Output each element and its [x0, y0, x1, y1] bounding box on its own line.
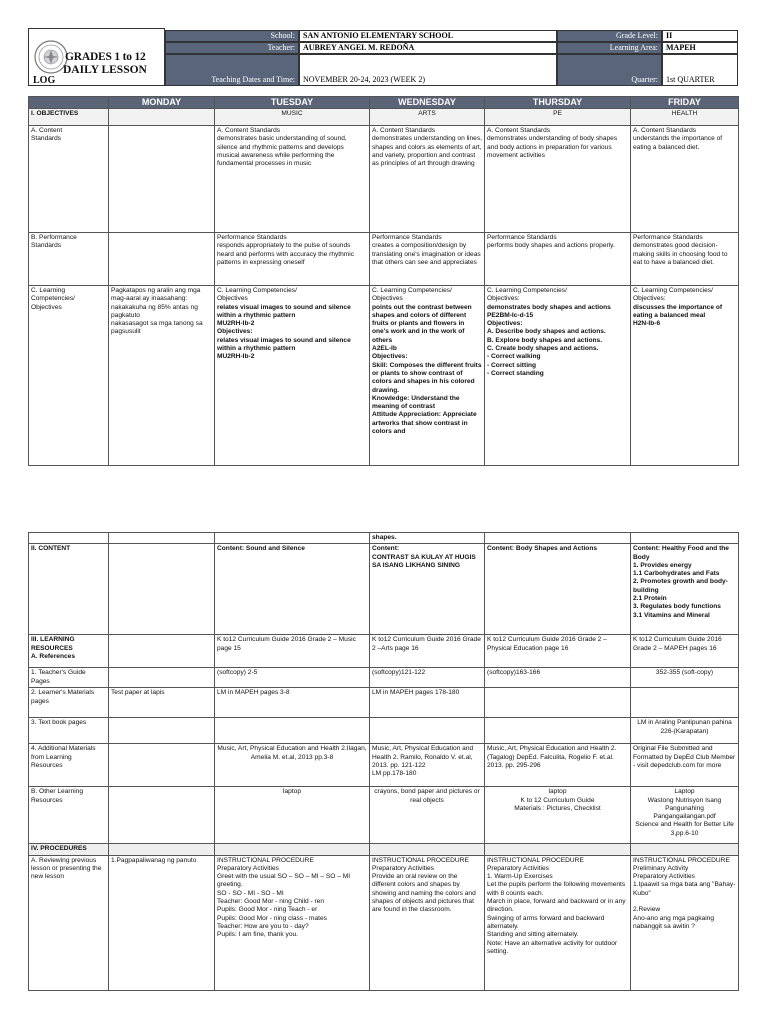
- logo-title-line1: GRADES 1 to 12: [65, 51, 146, 63]
- competencies-tuesday: [215, 286, 370, 466]
- performance-standards-tuesday: [215, 233, 370, 286]
- lc-text-thursday: demonstrates body shapes and actions PE2BM-Ic-d-15 Objectives: A. Describe body shapes and actions. B. Explore body shapes and actions. C. Create body shapes and actions. - Correct walking - Correct sitting - Correct standing: [487, 303, 611, 377]
- references-wednesday: K to12 Curriculum Guide 2016 Grade 2 –Arts page 16: [370, 635, 485, 668]
- content-standards-friday: A. Content Standards understands the importance of eating a balanced diet.: [631, 126, 739, 233]
- lc-text-tuesday: relates visual images to sound and silence within a rhythmic pattern MU2RH-Ib-2 Objectives: relates visual images to sound and silence within a rhythmic pattern MU2RH-Ib-2: [217, 303, 351, 361]
- content-standards-thursday: A. Content Standards demonstrates understanding of body shapes and body actions in preparation for various movement activities: [485, 126, 631, 233]
- other-resources-friday: Laptop Wastong Nutrisyon Isang Pangunahing Pangangailangan.pdf Science and Health for Better Life 3,pp.6-10: [631, 787, 739, 844]
- ps-heading-friday: Performance Standards: [633, 234, 703, 241]
- lc-text-friday: discusses the importance of eating a balanced meal H2N-Ib-6: [633, 303, 723, 328]
- teachers-guide-label: 1. Teacher's Guide Pages: [29, 668, 109, 688]
- ps-heading-wednesday: Performance Standards: [372, 234, 442, 241]
- reviewing-lesson-label: A. Reviewing previous lesson or presenting the new lesson: [29, 855, 109, 990]
- content-heading-friday: Content: Healthy Food and the Body: [633, 545, 729, 561]
- reviewing-thursday: INSTRUCTIONAL PROCEDURE Preparatory Activities 1. Warm-Up Exercises Let the pupils perform the following movements with 8 counts each. March in place, forward and backward or in any direction. Swinging of arms forward and backward alternately. Standing and sitting alternately. Note: Have an alternative activity for outdoor setting.: [485, 855, 631, 990]
- subject-thursday: PE: [485, 109, 631, 126]
- dll-table-content-procedures: [28, 532, 739, 991]
- teacher-value: AUBREY ANGEL M. REDOÑA: [299, 42, 557, 54]
- quarter-value: 1st QUARTER: [662, 54, 738, 86]
- day-header-tuesday: TUESDAY: [215, 97, 370, 109]
- teaching-dates-label: Teaching Dates and Time:: [165, 54, 299, 86]
- references-monday: [109, 635, 215, 668]
- ps-heading-tuesday: Performance Standards: [217, 234, 287, 241]
- additional-materials-friday: Original File Submitted and Formatted by DepEd Club Member - visit depedclub.com for more: [631, 744, 739, 787]
- day-header-thursday: THURSDAY: [485, 97, 631, 109]
- dll-table-objectives: [28, 96, 739, 466]
- school-value: SAN ANTONIO ELEMENTARY SCHOOL: [299, 30, 557, 42]
- competencies-thursday: [485, 286, 631, 466]
- content-section-label: II. CONTENT: [29, 544, 109, 635]
- performance-standards-monday: [109, 233, 215, 286]
- grade-level-value: II: [662, 30, 738, 42]
- content-standards-label: A. Content Standards: [29, 126, 109, 233]
- cont-label: [29, 533, 109, 544]
- dll-header: [28, 28, 738, 86]
- textbook-pages-tuesday: [215, 718, 370, 744]
- performance-standards-thursday: [485, 233, 631, 286]
- content-tuesday: Content: Sound and Silence: [215, 544, 370, 635]
- learning-area-label: Learning Area:: [557, 42, 662, 54]
- learners-materials-friday: [631, 688, 739, 718]
- textbook-pages-friday: LM in Araling Panlipunan pahina 226-(Karapatan): [631, 718, 739, 744]
- learning-resources-label: III. LEARNING RESOURCES A. References: [29, 635, 109, 668]
- procedures-thursday: [485, 844, 631, 855]
- procedures-monday: [109, 844, 215, 855]
- competencies-wednesday: [370, 286, 485, 466]
- performance-standards-friday: [631, 233, 739, 286]
- teachers-guide-tuesday: (softcopy) 2-5: [215, 668, 370, 688]
- reviewing-friday: INSTRUCTIONAL PROCEDURE Preliminary Activity Preparatory Activities 1.Ipaawit sa mga bata ang "Bahay-Kubo" 2.Review Ano-ano ang mga pagkaing nabanggit sa awitin ?: [631, 855, 739, 990]
- content-wednesday: [370, 544, 485, 635]
- subject-tuesday: MUSIC: [215, 109, 370, 126]
- lc-heading-friday: C. Learning Competencies/ Objectives:: [633, 287, 713, 303]
- teacher-label: Teacher:: [165, 42, 299, 54]
- other-resources-monday: [109, 787, 215, 844]
- competencies-friday: [631, 286, 739, 466]
- learners-materials-thursday: [485, 688, 631, 718]
- logo-block: [28, 28, 165, 86]
- lc-heading-thursday: C. Learning Competencies/ Objectives:: [487, 287, 567, 303]
- content-heading-wednesday: Content:: [372, 545, 400, 553]
- additional-materials-wednesday: Music, Art, Physical Education and Health 2. Ramilo, Ronaldo V. et.al, 2013. pp. 121-122 LM pp.178-180: [370, 744, 485, 787]
- content-topic-wednesday: CONTRAST SA KULAY AT HUGIS SA ISANG LIKHANG SINING: [372, 553, 476, 569]
- subject-wednesday: ARTS: [370, 109, 485, 126]
- teachers-guide-wednesday: (softcopy)121-122: [370, 668, 485, 688]
- procedures-friday: [631, 844, 739, 855]
- references-tuesday: K to12 Curriculum Guide 2016 Grade 2 – Music page 15: [215, 635, 370, 668]
- learning-area-value: MAPEH: [662, 42, 738, 54]
- textbook-pages-thursday: [485, 718, 631, 744]
- reviewing-wednesday: INSTRUCTIONAL PROCEDURE Preparatory Activities Provide an oral review on the different colors and shapes by showing and naming the colors and shapes of objects and pictures that are found in the classroom.: [370, 855, 485, 990]
- teachers-guide-monday: [109, 668, 215, 688]
- other-resources-tuesday: laptop: [215, 787, 370, 844]
- procedures-tuesday: [215, 844, 370, 855]
- references-thursday: K to12 Curriculum Guide 2016 Grade 2 – Physical Education page 16: [485, 635, 631, 668]
- performance-standards-wednesday: [370, 233, 485, 286]
- content-topics-friday: 1. Provides energy 1.1 Carbohydrates and Fats 2. Promotes growth and body-building 2.1 Protein 3. Regulates body functions 3.1 Vitamins and Mineral: [633, 561, 728, 619]
- cont-monday: [109, 533, 215, 544]
- textbook-pages-monday: [109, 718, 215, 744]
- grade-level-label: Grade Level:: [557, 30, 662, 42]
- teaching-dates-value: NOVEMBER 20-24, 2023 (WEEK 2): [299, 54, 557, 86]
- day-header-monday: MONDAY: [109, 97, 215, 109]
- additional-materials-monday: [109, 744, 215, 787]
- objectives-section-label: I. OBJECTIVES: [29, 109, 109, 126]
- content-standards-wednesday: A. Content Standards demonstrates understanding on lines, shapes and colors as elements of art, and variety, proportion and contrast as principles of art through drawing: [370, 126, 485, 233]
- day-header-wednesday: WEDNESDAY: [370, 97, 485, 109]
- subject-friday: HEALTH: [631, 109, 739, 126]
- competencies-monday: Pagkatapos ng aralin ang mga mag-aaral ay inaasahang: nakakakuha ng 85% antas ng pagkatuto nakasasagot sa mga tanong sa pagsusulit: [109, 286, 215, 466]
- other-resources-wednesday: crayons, bond paper and pictures or real objects: [370, 787, 485, 844]
- teachers-guide-friday: 352-355 (soft-copy): [631, 668, 739, 688]
- logo-title-line3: LOG: [33, 75, 56, 86]
- textbook-pages-wednesday: [370, 718, 485, 744]
- cont-wednesday: shapes.: [370, 533, 485, 544]
- other-resources-label: B. Other Learning Resources: [29, 787, 109, 844]
- additional-materials-label: 4. Additional Materials from Learning Resources: [29, 744, 109, 787]
- ps-text-tuesday: responds appropriately to the pulse of sounds heard and performs with accuracy the rhythmic patterns in expressing oneself: [217, 242, 355, 266]
- reviewing-tuesday: INSTRUCTIONAL PROCEDURE Preparatory Activities Greet with the usual SO – SO – MI – SO – MI greeting. SO - SO - MI - SO - MI Teacher: Good Mor - ning Child - ren Pupils: Good Mor - ning Teach - er Pupils: Good Mor - ning class - mates Teacher: How are you to - day? Pupils: I am fine, thank you.: [215, 855, 370, 990]
- cont-friday: [631, 533, 739, 544]
- ps-heading-thursday: Performance Standards: [487, 234, 557, 241]
- logo-title-line2: DAILY LESSON: [63, 64, 147, 76]
- lc-heading-wednesday: C. Learning Competencies/ Objectives: [372, 287, 452, 303]
- lc-text-wednesday: points out the contrast between shapes and colors of different fruits or plants and flowers in one's work and in the work of others A2EL-Ib Objectives: Skill: Composes the different fruits or plants to show contrast of colors and shapes in his colored drawing. Knowledge: Understand the meaning of contrast Attitude Appreciation: Appreciate artworks that show contrast in colors and: [372, 303, 482, 436]
- objectives-monday: [109, 109, 215, 126]
- content-friday: [631, 544, 739, 635]
- cont-tuesday: [215, 533, 370, 544]
- performance-standards-label: B. Performance Standards: [29, 233, 109, 286]
- textbook-pages-label: 3. Text book pages: [29, 718, 109, 744]
- day-header-blank: [29, 97, 109, 109]
- school-label: School:: [165, 30, 299, 42]
- day-header-friday: FRIDAY: [631, 97, 739, 109]
- content-standards-tuesday: A. Content Standards demonstrates basic understanding of sound, silence and rhythmic patterns and develops musical awareness while performing the fundamental processes in music: [215, 126, 370, 233]
- learners-materials-label: 2. Learner's Materials pages: [29, 688, 109, 718]
- other-resources-thursday: laptop K to 12 Curriculum Guide Materials : Pictures, Checklist: [485, 787, 631, 844]
- content-thursday: Content: Body Shapes and Actions: [485, 544, 631, 635]
- additional-materials-thursday: Music, Art, Physical Education and Health 2. (Tagalog) DepEd. Falculita, Rogelio F. et.al. 2013. pp. 295-296: [485, 744, 631, 787]
- learners-materials-wednesday: LM in MAPEH pages 178-180: [370, 688, 485, 718]
- reviewing-monday: 1.Pagpapaliwanag ng panuto: [109, 855, 215, 990]
- cont-thursday: [485, 533, 631, 544]
- learners-materials-monday: Test paper at lapis: [109, 688, 215, 718]
- quarter-label: Quarter:: [557, 54, 662, 86]
- learners-materials-tuesday: LM in MAPEH pages 3-8: [215, 688, 370, 718]
- ps-text-wednesday: creates a composition/design by translating one's imagination or ideas that others can see and appreciates: [372, 242, 481, 266]
- ps-text-friday: demonstrates good decision-making skills in choosing food to eat to have a balanced diet.: [633, 242, 728, 266]
- procedures-section-label: IV. PROCEDURES: [29, 844, 109, 855]
- content-standards-monday: [109, 126, 215, 233]
- lc-heading-tuesday: C. Learning Competencies/ Objectives: [217, 287, 297, 303]
- procedures-wednesday: [370, 844, 485, 855]
- ps-text-thursday: performs body shapes and actions properly.: [487, 242, 615, 250]
- references-friday: K to12 Curriculum Guide 2016 Grade 2 – MAPEH pages 16: [631, 635, 739, 668]
- content-monday: [109, 544, 215, 635]
- competencies-label: C. Learning Competencies/ Objectives: [29, 286, 109, 466]
- additional-materials-tuesday: Music, Art, Physical Education and Health 2.Ilagan, Amelia M. et.al, 2013 pp.3-8: [215, 744, 370, 787]
- teachers-guide-thursday: (softcopy)163-166: [485, 668, 631, 688]
